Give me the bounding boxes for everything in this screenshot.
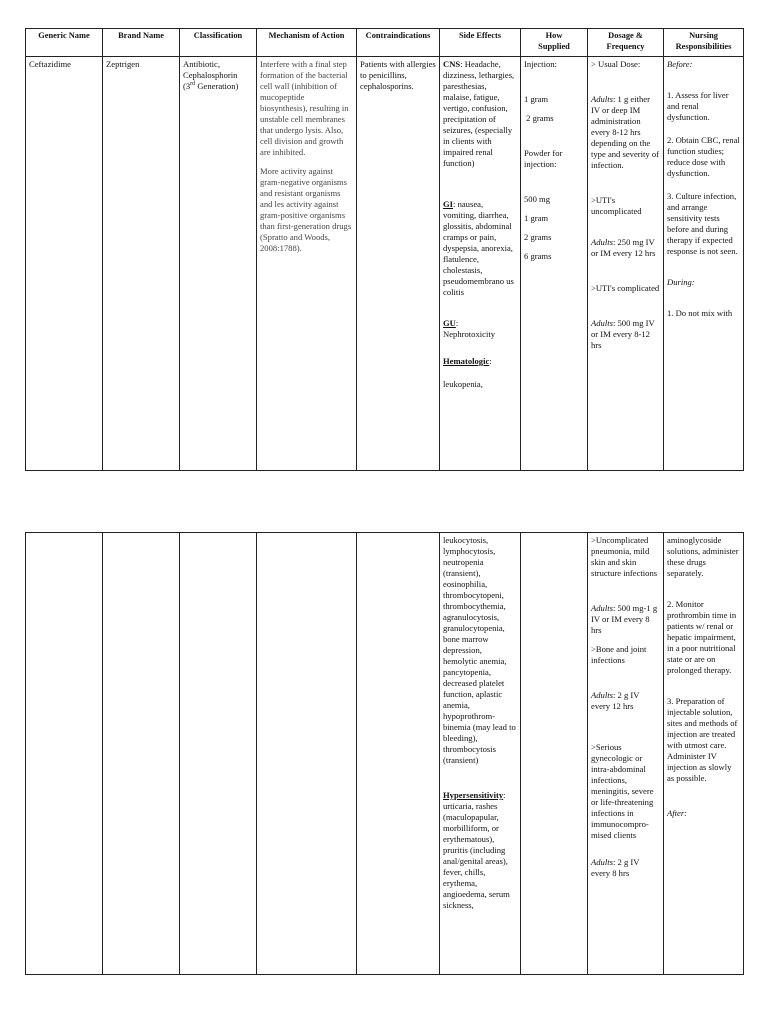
dose-serious: >Serious gynecologic or intra-abdominal infections, meningitis, severe or life-threatening infections in immunocompro-mised clients (591, 742, 654, 840)
header-nursing: Nursing Responsibilities (664, 29, 744, 57)
se-gu-text: : Nephrotoxicity (443, 318, 496, 339)
nr-during-3: 3. Preparation of injectable solution, sites and methods of injection are treated with utmost care. Administer IV injection as slowly as possible. (667, 696, 738, 783)
drug-row-continued (26, 533, 744, 975)
dose-usual: > Usual Dose: (591, 59, 641, 69)
header-contraindications: Contraindications (357, 29, 440, 57)
drug-study-table-page2 (25, 532, 744, 975)
se-leukopenia: leukopenia, (443, 379, 483, 389)
brand-name: Zeptrigen (106, 59, 140, 69)
dose-adults-label-6: Adults (591, 857, 613, 867)
dose-adults-label-5: Adults (591, 690, 613, 700)
se-hypersensitivity-label: Hypersensitivity (443, 790, 504, 800)
cell-classification (180, 57, 257, 471)
mechanism-paragraph-2: More activity against gram-negative organisms and resistant organisms and les activity against gram-positive organisms than first-generation drugs (Spratto and Woods, 2008:1788). (260, 166, 352, 253)
dose-uti-complicated-text: : 500 mg IV or IM every 8-12 hrs (591, 318, 655, 350)
cell-nursing (664, 57, 744, 471)
se-hematologic-label: Hematologic (443, 356, 490, 366)
header-row (26, 29, 744, 57)
dose-usual-text: : 1 g either IV or deep IM administration every 8-12 hrs depending on the type and severity of infection. (591, 94, 660, 170)
mechanism-paragraph-1: Interfere with a final step formation of the bacterial cell wall (inhibition of mucopeptide biosynthesis), resulting in unstable cell membranes that undergo lysis. Also, cell division and growth are inhibited. (260, 59, 349, 157)
contraindications-text: Patients with allergies to penicillins, cephalosporins. (360, 59, 436, 91)
header-side-effects: Side Effects (440, 29, 521, 57)
se-hypersensitivity-text: : urticaria, rashes (maculopapular, morbilliform, or erythematous), pruritis (including anal/genital areas), fever, chills, erythema, angioedema, serum sickness, (443, 790, 510, 910)
dose-adults-label-2: Adults (591, 237, 613, 247)
cell-contraindications-empty (357, 533, 440, 975)
header-how-supplied: How Supplied (521, 29, 588, 57)
header-mechanism: Mechanism of Action (257, 29, 357, 57)
hs-6-grams: 6 grams (524, 251, 552, 261)
header-dosage: Dosage & Frequency (588, 29, 664, 57)
dose-uti-uncomplicated: >UTI's uncomplicated (591, 195, 642, 216)
classification-end: Generation) (195, 81, 239, 91)
dose-adults-label: Adults (591, 94, 613, 104)
header-brand-name: Brand Name (103, 29, 180, 57)
nr-before-3: 3. Culture infection, and arrange sensitivity tests before and during therapy if expected response is not seen. (667, 191, 738, 256)
hs-injection: Injection: (524, 59, 557, 69)
dose-bone-joint: >Bone and joint infections (591, 644, 647, 665)
se-gi-text: : nausea, vomiting, diarrhea, glossitis, abdominal cramps or pain, dyspepsia, anorexia, flatulence, cholestasis, pseudomembrano us colitis (443, 199, 514, 297)
hs-500-mg: 500 mg (524, 194, 551, 204)
dose-adults-label-3: Adults (591, 318, 613, 328)
cell-generic-empty (26, 533, 103, 975)
nr-during-1-cont: aminoglycoside solutions, administer these drugs separately. (667, 535, 739, 578)
se-cns-text: : Headache, dizziness, lethargies, paresthesias, malaise, fatigue, vertigo, confusion, precipitation of seizures, (especially in clients with impaired renal function) (443, 59, 515, 168)
hs-1-gram: 1 gram (524, 94, 549, 104)
cell-classification-empty (180, 533, 257, 975)
drug-study-table-page1 (25, 28, 744, 471)
dose-adults-label-4: Adults (591, 603, 613, 613)
nr-before-1: 1. Assess for liver and renal dysfunction. (667, 90, 729, 122)
nr-during-1: 1. Do not mix with (667, 308, 733, 318)
nr-after-label: After: (667, 808, 688, 818)
dose-serious-text: : 2 g IV every 8 hrs (591, 857, 640, 878)
cell-how-supplied-empty (521, 533, 588, 975)
cell-contraindications (357, 57, 440, 471)
dose-uti-uncomplicated-text: : 250 mg IV or IM every 12 hrs (591, 237, 656, 258)
nr-during-label: During: (667, 277, 695, 287)
cell-dosage-continued (588, 533, 664, 975)
nr-before-label: Before: (667, 59, 693, 69)
hs-2-grams-b: 2 grams (524, 232, 552, 242)
nr-during-2: 2. Monitor prothrombin time in patients w/ renal or hepatic impairment, in a poor nutritional state or are on prolonged therapy. (667, 599, 737, 675)
dose-pneumonia-text: : 500 mg-1 g IV or IM every 8 hrs (591, 603, 658, 635)
dose-uti-complicated: >UTI's complicated (591, 283, 660, 293)
classification-sup: rd (190, 81, 196, 88)
dose-pneumonia: >Uncomplicated pneumonia, mild skin and skin structure infections (591, 535, 658, 578)
cell-nursing-continued (664, 533, 744, 975)
cell-side-effects (440, 57, 521, 471)
header-classification: Classification (180, 29, 257, 57)
cell-generic (26, 57, 103, 471)
drug-row (26, 57, 744, 471)
dose-bone-joint-text: : 2 g IV every 12 hrs (591, 690, 640, 711)
hs-1-gram-b: 1 gram (524, 213, 549, 223)
se-gi-label: GI (443, 199, 454, 209)
se-gu-label: GU (443, 318, 456, 328)
cell-mechanism-empty (257, 533, 357, 975)
header-generic-name: Generic Name (26, 29, 103, 57)
cell-brand (103, 57, 180, 471)
cell-how-supplied (521, 57, 588, 471)
se-hematologic-list: leukocytosis, lymphocytosis, neutropenia (transient), eosinophilia, thrombocytopeni, thrombocythemia, agranulocytosis, granulocytopenia, bone marrow depression, hemolytic anemia, pancytopenia, decreased platelet function, aplastic anemia, hypoprothrom-binemia (may lead to bleeding), thrombocytosis (transient) (443, 535, 516, 765)
cell-brand-empty (103, 533, 180, 975)
nr-before-2: 2. Obtain CBC, renal function studies; reduce dose with dysfunction. (667, 135, 740, 178)
cell-dosage (588, 57, 664, 471)
cell-mechanism (257, 57, 357, 471)
se-cns-label: CNS (443, 59, 461, 69)
classification-text: Antibiotic, Cephalosphorin (3 (183, 59, 238, 91)
se-hematologic-text: : (489, 356, 492, 366)
generic-name: Ceftazidime (29, 59, 71, 69)
hs-powder: Powder for injection: (524, 148, 563, 169)
hs-2-grams: 2 grams (524, 113, 554, 123)
cell-side-effects-continued (440, 533, 521, 975)
